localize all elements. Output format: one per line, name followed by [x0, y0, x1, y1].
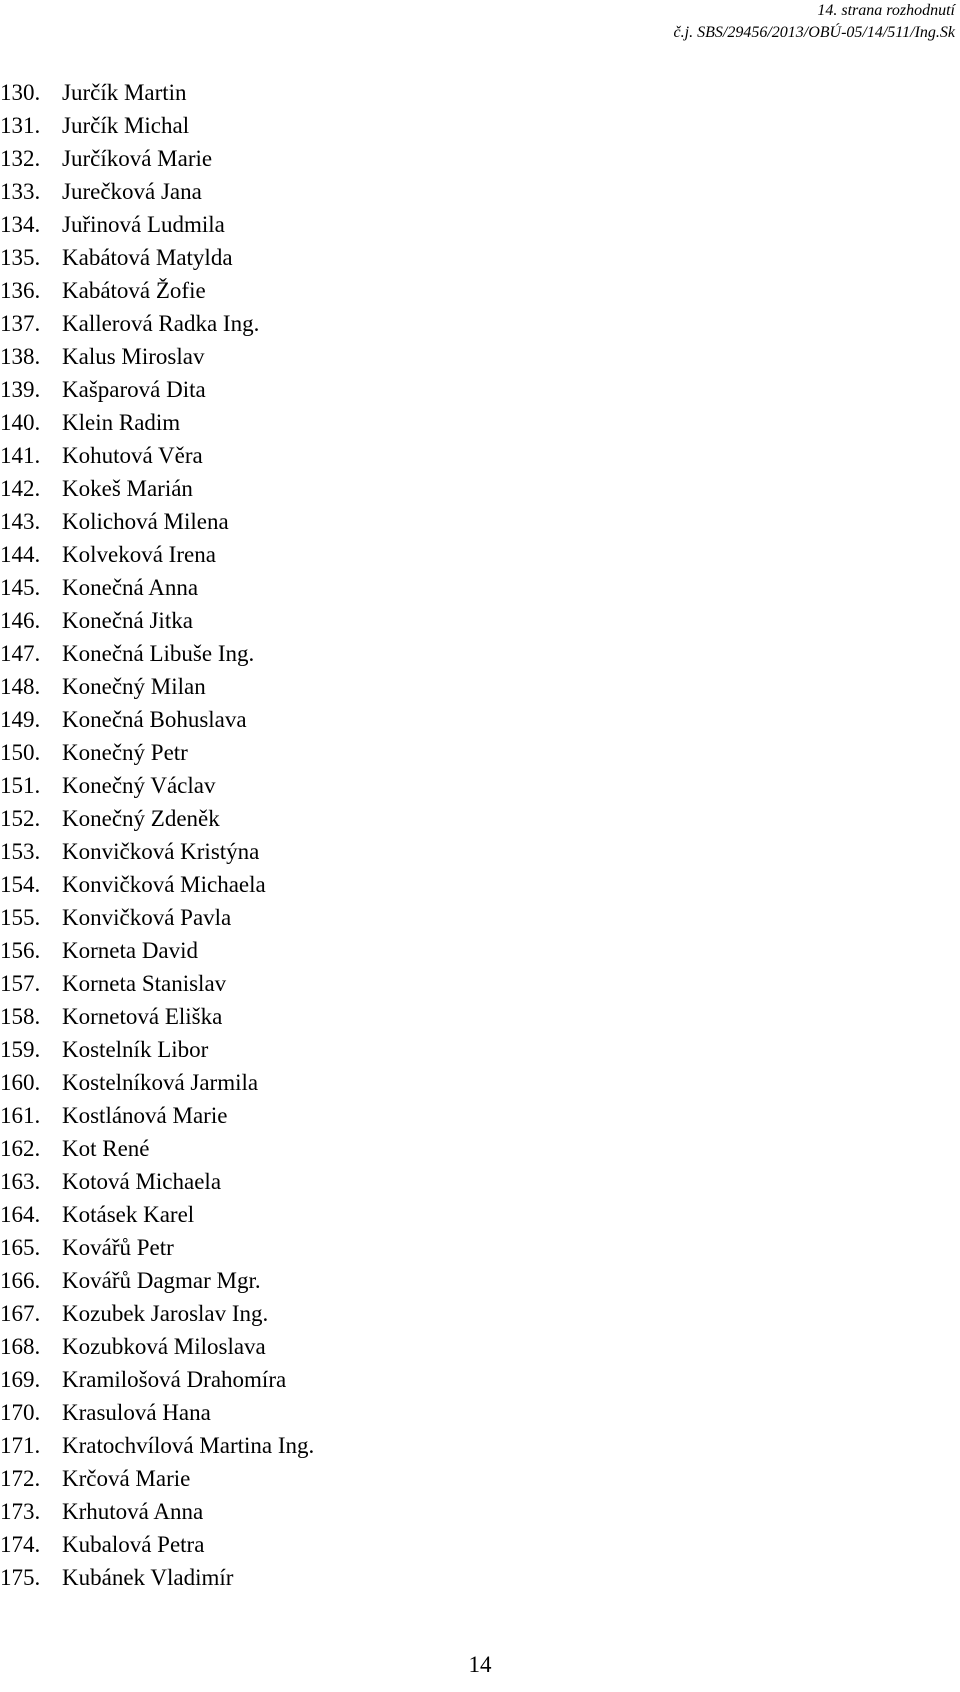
list-item-number: 134.	[0, 212, 41, 237]
list-item	[0, 373, 314, 406]
list-item-name: Korneta David	[62, 938, 199, 963]
list-item	[0, 1561, 314, 1594]
list-item	[0, 241, 314, 274]
list-item-name: Kolveková Irena	[62, 542, 216, 567]
list-item	[0, 1033, 314, 1066]
list-item-number: 148.	[0, 674, 41, 699]
list-item-number: 160.	[0, 1070, 41, 1095]
list-item-name: Krčová Marie	[62, 1466, 191, 1491]
list-item-name: Kozubek Jaroslav Ing.	[62, 1301, 269, 1326]
list-item	[0, 1297, 314, 1330]
list-item-name: Konvičková Pavla	[62, 905, 232, 930]
list-item-name: Jurčíková Marie	[62, 146, 213, 171]
list-item-number: 157.	[0, 971, 41, 996]
list-item	[0, 142, 314, 175]
list-item	[0, 1363, 314, 1396]
list-item-name: Kabátová Matylda	[62, 245, 233, 270]
list-item-name: Krasulová Hana	[62, 1400, 211, 1425]
list-item	[0, 670, 314, 703]
list-item-name: Kolichová Milena	[62, 509, 229, 534]
list-item	[0, 868, 314, 901]
list-item-number: 140.	[0, 410, 41, 435]
list-item-number: 168.	[0, 1334, 41, 1359]
list-item-name: Konečná Bohuslava	[62, 707, 247, 732]
list-item-name: Kašparová Dita	[62, 377, 206, 402]
list-item	[0, 208, 314, 241]
list-item	[0, 1000, 314, 1033]
list-item-number: 170.	[0, 1400, 41, 1425]
list-item-name: Kozubková Miloslava	[62, 1334, 266, 1359]
list-item-number: 149.	[0, 707, 41, 732]
list-item	[0, 1330, 314, 1363]
list-item-name: Kalus Miroslav	[62, 344, 205, 369]
list-item	[0, 1462, 314, 1495]
list-item	[0, 538, 314, 571]
list-item-name: Kovářů Dagmar Mgr.	[62, 1268, 261, 1293]
list-item	[0, 472, 314, 505]
list-item	[0, 109, 314, 142]
list-item-name: Kostelníková Jarmila	[62, 1070, 259, 1095]
list-item	[0, 571, 314, 604]
list-item-name: Kratochvílová Martina Ing.	[62, 1433, 315, 1458]
list-item	[0, 406, 314, 439]
list-item-number: 136.	[0, 278, 41, 303]
list-item-name: Kot René	[62, 1136, 150, 1161]
list-item	[0, 439, 314, 472]
list-item-name: Kallerová Radka Ing.	[62, 311, 260, 336]
list-item	[0, 934, 314, 967]
list-item-name: Klein Radim	[62, 410, 181, 435]
list-item-number: 143.	[0, 509, 41, 534]
list-item-number: 158.	[0, 1004, 41, 1029]
list-item-name: Konečný Václav	[62, 773, 216, 798]
list-item-name: Konečná Jitka	[62, 608, 193, 633]
list-item-number: 141.	[0, 443, 41, 468]
list-item	[0, 967, 314, 1000]
list-item-number: 133.	[0, 179, 41, 204]
list-item	[0, 703, 314, 736]
list-item-name: Kubalová Petra	[62, 1532, 205, 1557]
list-item	[0, 1231, 314, 1264]
list-item-number: 153.	[0, 839, 41, 864]
list-item-number: 172.	[0, 1466, 41, 1491]
list-item-name: Kubánek Vladimír	[62, 1565, 234, 1590]
name-list	[0, 76, 314, 1594]
list-item-number: 144.	[0, 542, 41, 567]
list-item-name: Juřinová Ludmila	[62, 212, 225, 237]
list-item-name: Konvičková Michaela	[62, 872, 266, 897]
list-item-number: 131.	[0, 113, 41, 138]
list-item-number: 146.	[0, 608, 41, 633]
list-item-number: 161.	[0, 1103, 41, 1128]
list-item-number: 150.	[0, 740, 41, 765]
list-item-number: 171.	[0, 1433, 41, 1458]
list-item	[0, 175, 314, 208]
list-item-name: Konečná Anna	[62, 575, 199, 600]
list-item	[0, 1495, 314, 1528]
list-item	[0, 901, 314, 934]
list-item-number: 137.	[0, 311, 41, 336]
list-item-number: 159.	[0, 1037, 41, 1062]
list-item-name: Konvičková Kristýna	[62, 839, 260, 864]
list-item-number: 154.	[0, 872, 41, 897]
list-item-number: 151.	[0, 773, 41, 798]
list-item-number: 162.	[0, 1136, 41, 1161]
list-item-number: 175.	[0, 1565, 41, 1590]
list-item-number: 132.	[0, 146, 41, 171]
list-item-name: Korneta Stanislav	[62, 971, 227, 996]
list-item-name: Krhutová Anna	[62, 1499, 204, 1524]
list-item	[0, 1528, 314, 1561]
list-item	[0, 274, 314, 307]
list-item-name: Jurčík Martin	[62, 80, 187, 105]
list-item	[0, 1066, 314, 1099]
list-item-name: Kohutová Věra	[62, 443, 203, 468]
list-item-name: Kabátová Žofie	[62, 278, 206, 303]
list-item	[0, 835, 314, 868]
list-item-number: 130.	[0, 80, 41, 105]
list-item-name: Kostelník Libor	[62, 1037, 209, 1062]
list-item	[0, 76, 314, 109]
list-item-name: Jurečková Jana	[62, 179, 202, 204]
list-item-number: 155.	[0, 905, 41, 930]
list-item	[0, 340, 314, 373]
list-item	[0, 1429, 314, 1462]
list-item-name: Kotová Michaela	[62, 1169, 222, 1194]
list-item-number: 156.	[0, 938, 41, 963]
list-item-name: Kovářů Petr	[62, 1235, 174, 1260]
list-item-name: Konečný Petr	[62, 740, 188, 765]
list-item-name: Kornetová Eliška	[62, 1004, 223, 1029]
list-item-number: 174.	[0, 1532, 41, 1557]
list-item-number: 167.	[0, 1301, 41, 1326]
list-item	[0, 1396, 314, 1429]
page-header	[674, 0, 955, 44]
list-item	[0, 1099, 314, 1132]
list-item-number: 169.	[0, 1367, 41, 1392]
list-item-name: Konečný Milan	[62, 674, 206, 699]
reference-number: č.j. SBS/29456/2013/OBÚ-05/14/511/Ing.Sk	[673, 24, 955, 41]
list-item-name: Kostlánová Marie	[62, 1103, 228, 1128]
list-item-number: 164.	[0, 1202, 41, 1227]
list-item-name: Kotásek Karel	[62, 1202, 195, 1227]
list-item	[0, 1165, 314, 1198]
list-item-name: Kramilošová Drahomíra	[62, 1367, 287, 1392]
list-item	[0, 802, 314, 835]
list-item	[0, 637, 314, 670]
list-item-number: 163.	[0, 1169, 41, 1194]
list-item	[0, 769, 314, 802]
list-item-number: 135.	[0, 245, 41, 270]
list-item	[0, 604, 314, 637]
list-item-number: 145.	[0, 575, 41, 600]
page-number: 14	[468, 1652, 492, 1677]
list-item-name: Konečný Zdeněk	[62, 806, 220, 831]
list-item-number: 138.	[0, 344, 41, 369]
list-item-number: 139.	[0, 377, 41, 402]
list-item-number: 166.	[0, 1268, 41, 1293]
list-item-number: 142.	[0, 476, 41, 501]
list-item	[0, 1132, 314, 1165]
list-item	[0, 505, 314, 538]
list-item-number: 147.	[0, 641, 41, 666]
list-item-name: Konečná Libuše Ing.	[62, 641, 255, 666]
list-item-name: Jurčík Michal	[62, 113, 190, 138]
page-label: 14. strana rozhodnutí	[817, 2, 955, 19]
list-item-number: 165.	[0, 1235, 41, 1260]
list-item	[0, 1264, 314, 1297]
list-item-name: Kokeš Marián	[62, 476, 193, 501]
list-item	[0, 1198, 314, 1231]
list-item-number: 152.	[0, 806, 41, 831]
list-item	[0, 307, 314, 340]
list-item	[0, 736, 314, 769]
list-item-number: 173.	[0, 1499, 41, 1524]
